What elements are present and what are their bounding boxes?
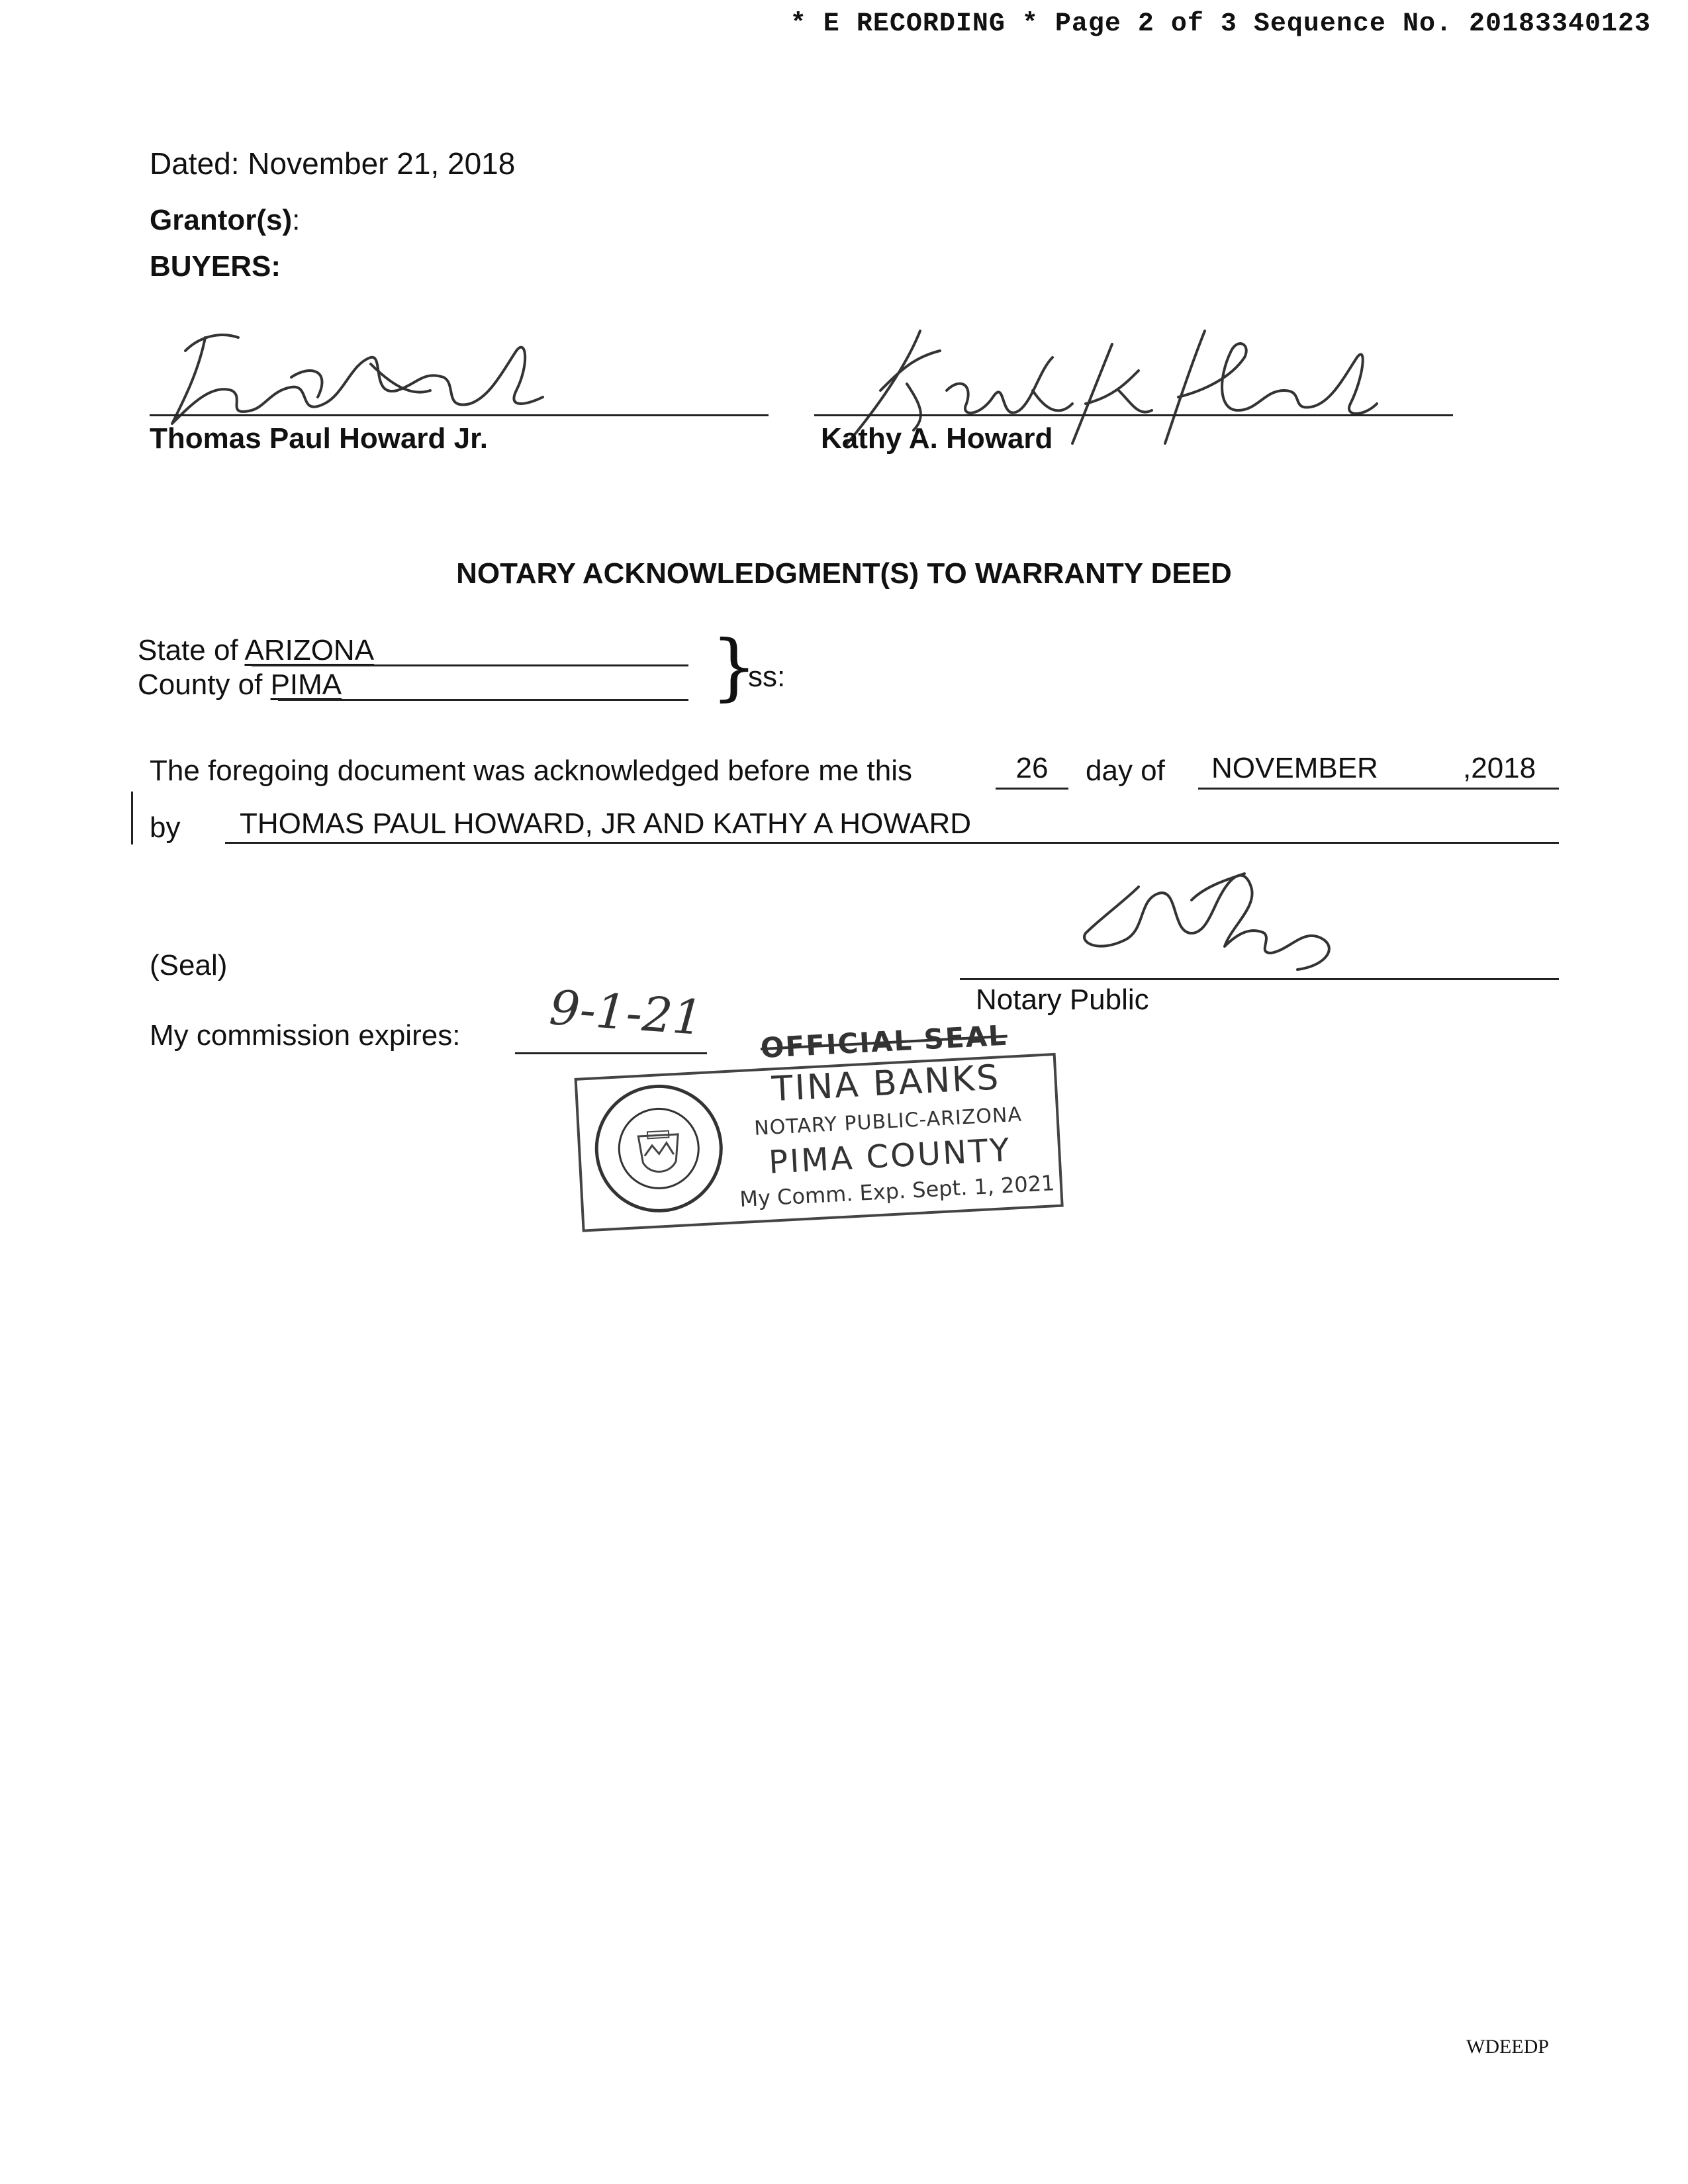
month-value: NOVEMBER xyxy=(1211,752,1378,784)
by-value: THOMAS PAUL HOWARD, JR AND KATHY A HOWARD xyxy=(240,807,972,840)
notary-title: NOTARY ACKNOWLEDGMENT(S) TO WARRANTY DEED xyxy=(456,557,1232,590)
day-of-label: day of xyxy=(1086,754,1165,787)
by-label: by xyxy=(150,811,181,844)
buyers-label: BUYERS: xyxy=(150,250,281,283)
ack-text: The foregoing document was acknowledged before me this xyxy=(150,754,913,787)
form-code: WDEEDP xyxy=(1466,2036,1549,2058)
stamp-line5: My Comm. Exp. Sept. 1, 2021 xyxy=(739,1170,1056,1212)
signature-line-2 xyxy=(814,414,1453,416)
county-underline xyxy=(278,699,688,701)
county-label: County of xyxy=(138,668,263,701)
month-underline xyxy=(1198,788,1559,790)
signature-line-1 xyxy=(150,414,769,416)
signer1-name: Thomas Paul Howard Jr. xyxy=(150,422,489,455)
state-label: State of xyxy=(138,634,238,666)
official-seal-stamp xyxy=(573,1017,1059,1240)
state-underline xyxy=(252,664,688,666)
grantor-label: Grantor(s) xyxy=(150,204,293,236)
day-underline xyxy=(996,788,1068,790)
commission-value: 9-1-21 xyxy=(547,979,705,1046)
county-line xyxy=(138,668,342,702)
recording-header: * E RECORDING * Page 2 of 3 Sequence No. 20183340123 xyxy=(790,9,1651,39)
grantor-colon: : xyxy=(292,204,301,236)
stamp-line1: OFFICIAL SEAL xyxy=(759,1019,1008,1065)
signature-notary xyxy=(1072,860,1350,979)
by-underline xyxy=(225,842,1559,844)
grantor-heading xyxy=(150,204,300,237)
notary-signature-line xyxy=(960,978,1559,980)
margin-mark xyxy=(131,792,133,844)
notary-public-label: Notary Public xyxy=(976,983,1149,1016)
ss-label: ss: xyxy=(748,660,786,693)
stamp-line3: NOTARY PUBLIC-ARIZONA xyxy=(753,1103,1023,1140)
state-value: ARIZONA xyxy=(244,634,375,666)
state-line xyxy=(138,634,374,667)
seal-label: (Seal) xyxy=(150,949,228,981)
county-value: PIMA xyxy=(270,668,342,701)
dated-line: Dated: November 21, 2018 xyxy=(150,146,516,181)
commission-label: My commission expires: xyxy=(150,1019,461,1052)
stamp-line2: TINA BANKS xyxy=(771,1058,1002,1110)
stamp-line4: PIMA COUNTY xyxy=(767,1131,1012,1181)
state-seal-emblem xyxy=(589,1079,728,1218)
day-value: 26 xyxy=(1015,752,1049,784)
year-value: ,2018 xyxy=(1463,752,1536,784)
brace: } xyxy=(711,624,757,709)
signer2-name: Kathy A. Howard xyxy=(821,422,1053,455)
